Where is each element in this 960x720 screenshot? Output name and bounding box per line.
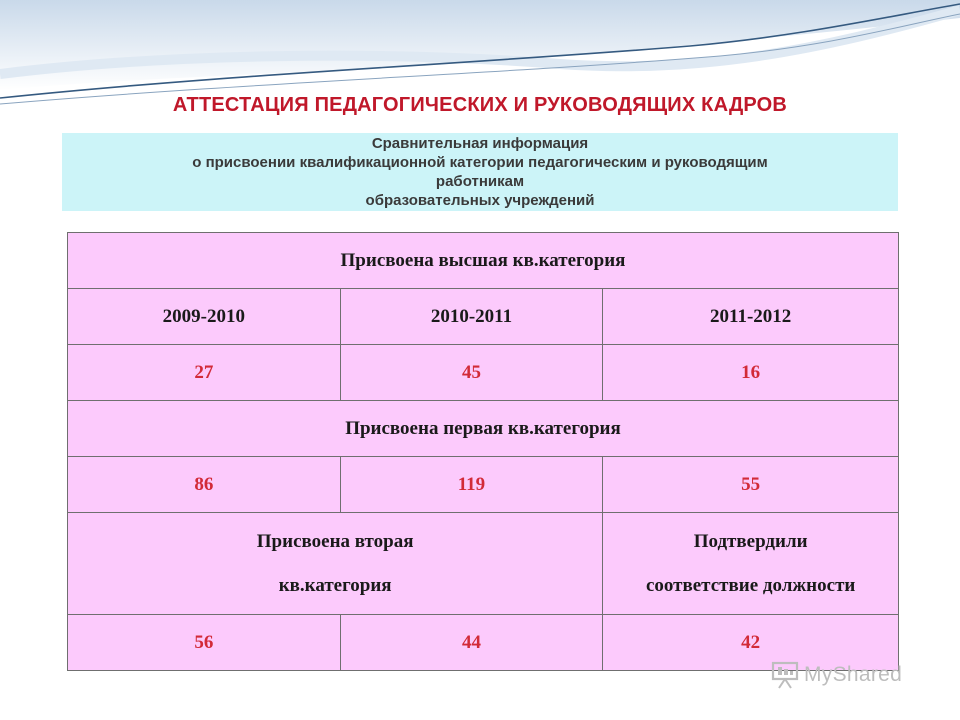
first-value-cell: 119 [340,457,603,513]
highest-value-cell: 27 [68,345,341,401]
info-box [62,133,898,211]
info-line-4: образовательных учреждений [365,192,595,209]
table-row [68,289,899,345]
last-value-cell: 44 [340,615,603,671]
last-value-cell: 42 [603,615,899,671]
info-line-2: о присвоении квалификационной категории педагогическим и руководящим [192,154,768,171]
table-row [68,401,899,457]
watermark-logo[interactable] [770,658,930,692]
logo-text: MyShared [804,663,903,686]
second-category-line-1: Присвоена вторая [256,530,414,552]
confirmed-line-2: соответствие должности [645,574,856,596]
confirmed-line-1: Подтвердили [693,530,808,552]
page-title: АТТЕСТАЦИЯ ПЕДАГОГИЧЕСКИХ И РУКОВОДЯЩИХ КАДРОВ [172,94,788,116]
table-row [68,513,899,615]
info-line-1: Сравнительная информация [371,135,589,152]
last-value-cell: 56 [68,615,341,671]
info-line-3: работникам [435,173,525,190]
highest-category-header: Присвоена высшая кв.категория [68,233,899,289]
second-category-line-2: кв.категория [278,574,392,596]
table-row [68,457,899,513]
table-row [68,345,899,401]
second-category-header [68,513,603,615]
highest-value-cell: 16 [603,345,899,401]
confirmed-header [603,513,899,615]
presentation-icon [770,660,800,690]
year-cell: 2011-2012 [603,289,899,345]
year-cell: 2010-2011 [340,289,603,345]
first-category-header: Присвоена первая кв.категория [68,401,899,457]
year-cell: 2009-2010 [68,289,341,345]
highest-value-cell: 45 [340,345,603,401]
table-row [68,233,899,289]
attestation-table [67,232,899,671]
first-value-cell: 86 [68,457,341,513]
first-value-cell: 55 [603,457,899,513]
